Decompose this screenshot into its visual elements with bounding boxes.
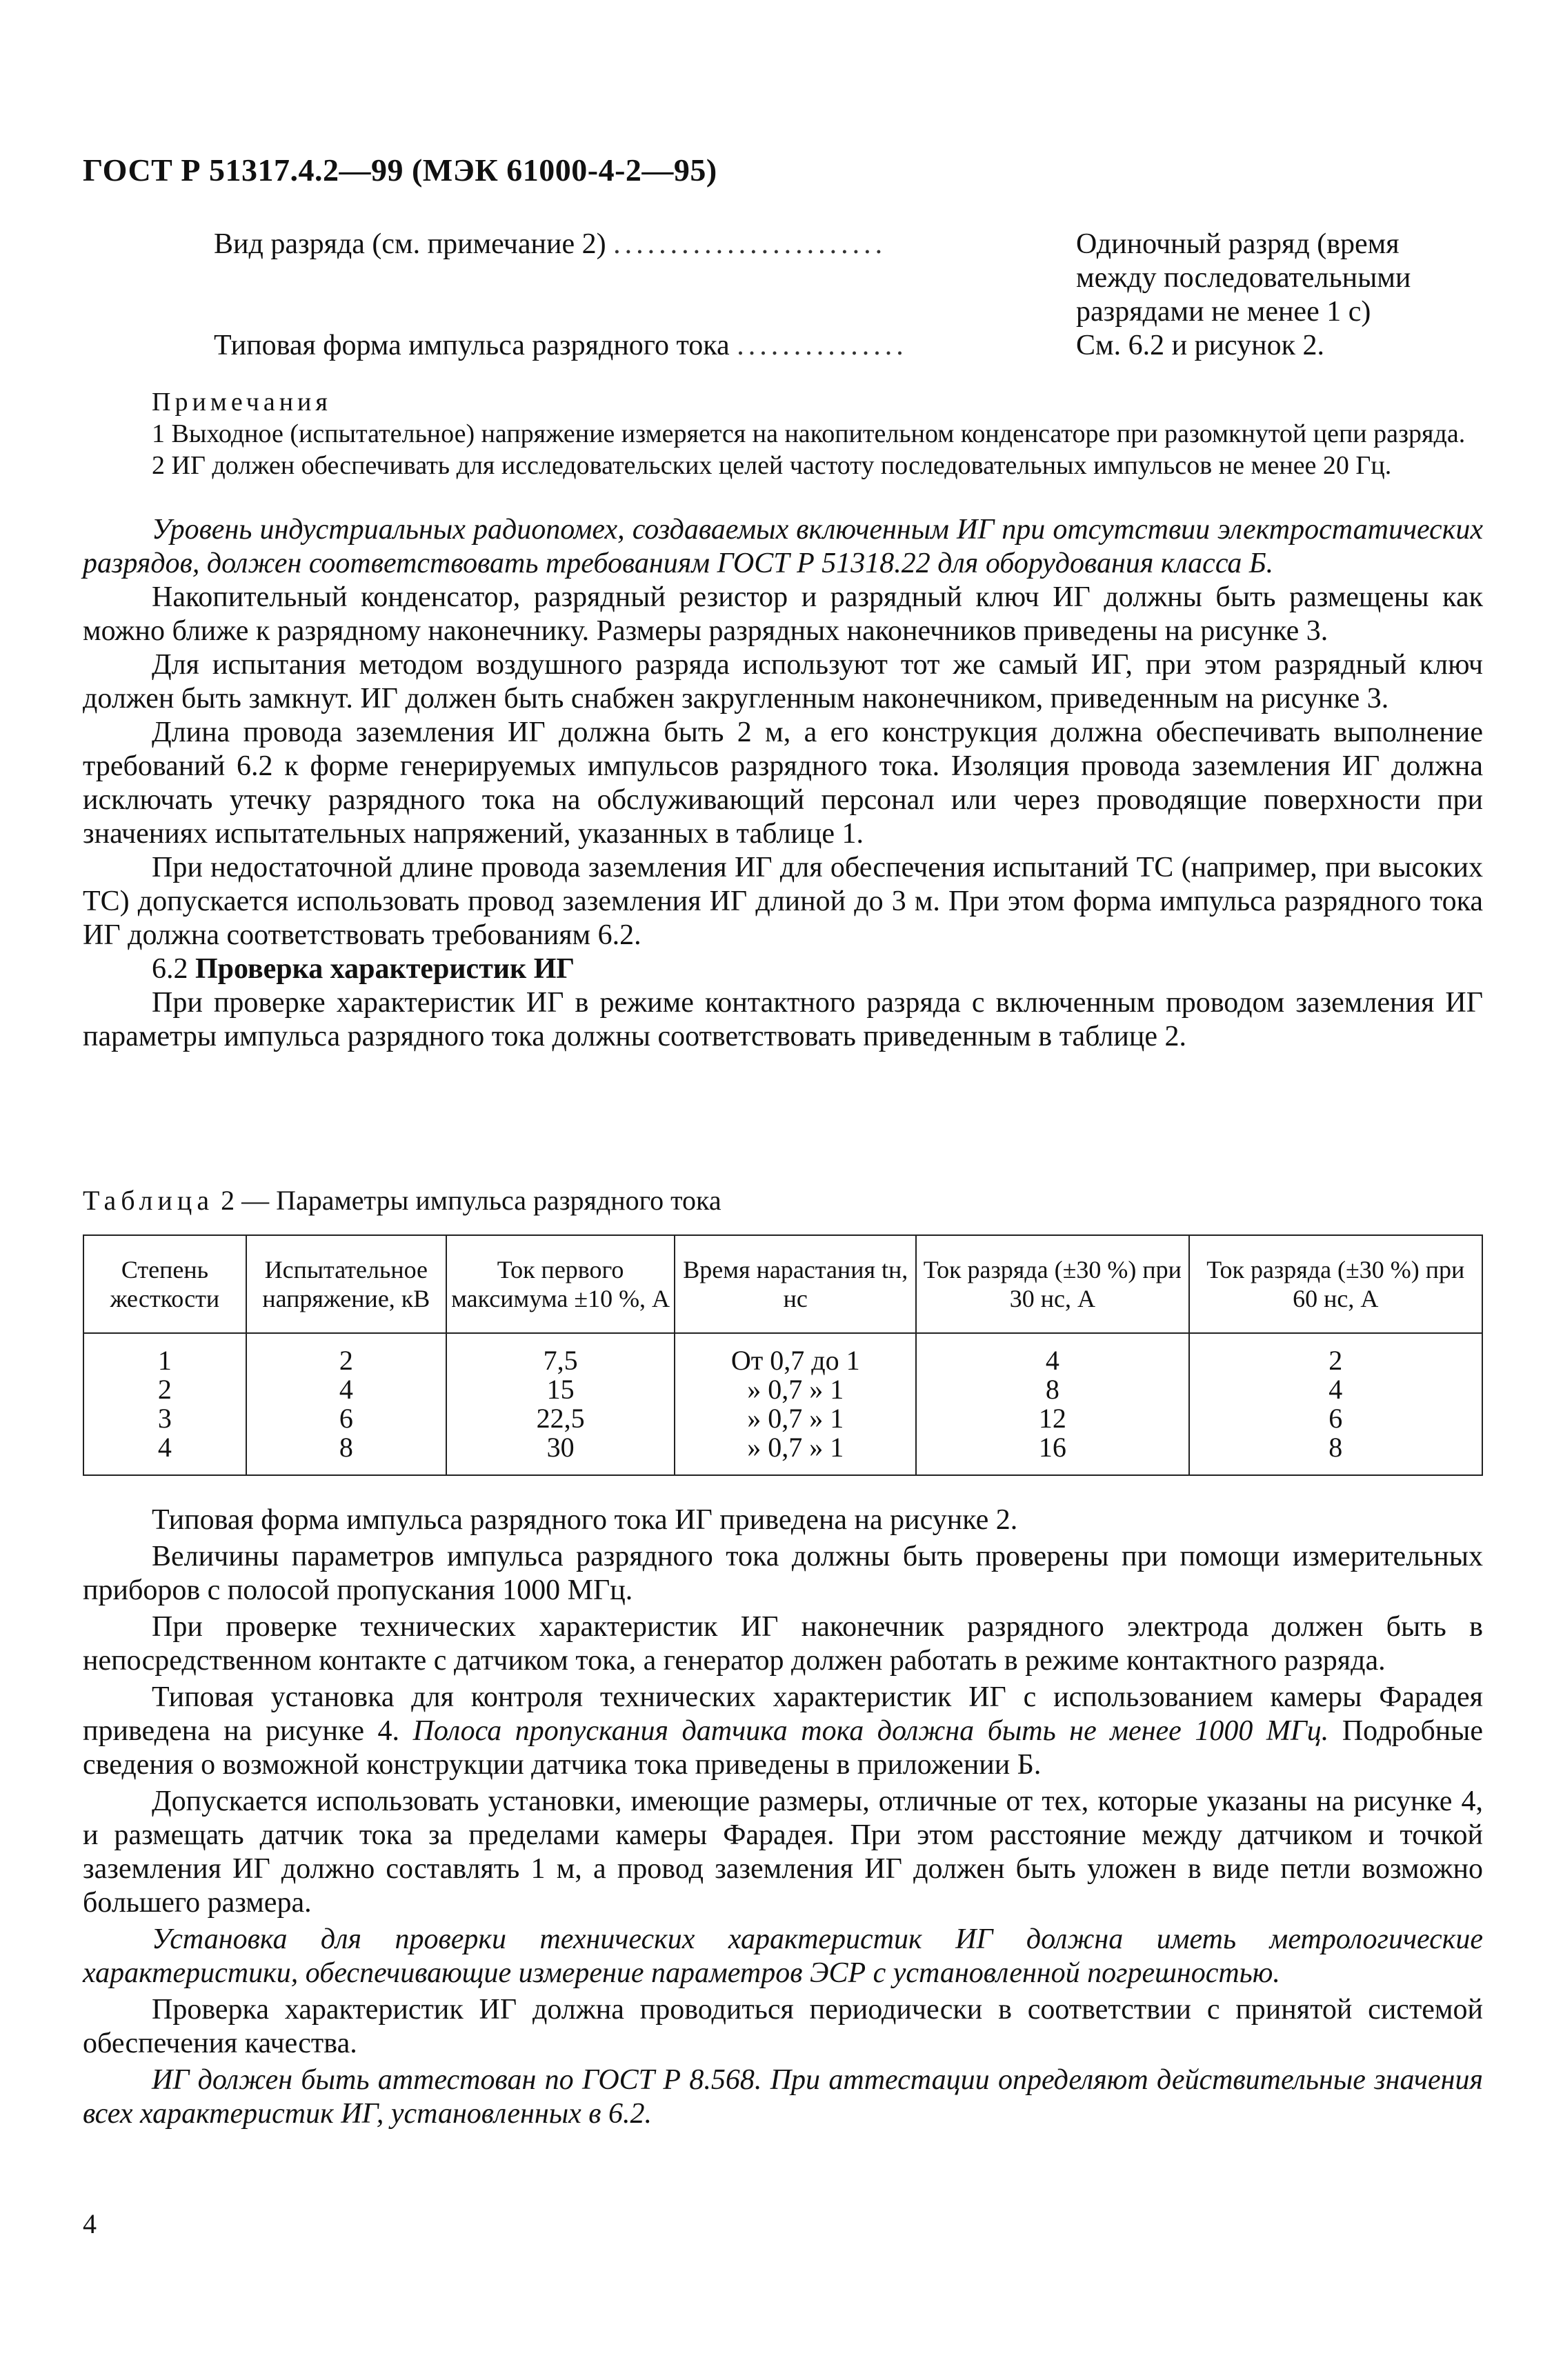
paragraph: Накопительный конденсатор, разрядный резистор и разрядный ключ ИГ должны быть размещены как можно ближе к разрядному наконечнику. Размеры разрядных наконечников приведены на рисунке 3. bbox=[83, 581, 1483, 647]
table-cell: » 0,7 » 1 bbox=[747, 1374, 844, 1405]
section-number: 6.2 bbox=[152, 953, 188, 985]
table-cell: 4 bbox=[157, 1432, 172, 1463]
section-title: Проверка характеристик ИГ bbox=[195, 953, 575, 985]
table-column-cell bbox=[675, 1333, 916, 1475]
notes-block bbox=[83, 386, 1483, 481]
body-section-2 bbox=[83, 1503, 1483, 2134]
column-header: Ток разряда (±30 %) при 30 нс, А bbox=[916, 1235, 1188, 1333]
spec-dots: ........................ bbox=[613, 228, 887, 260]
parameters-table bbox=[83, 1234, 1483, 1476]
table-cell: 8 bbox=[1045, 1374, 1059, 1405]
table-cell: 4 bbox=[1328, 1374, 1343, 1405]
paragraph-text: Подробные сведения о возможной конструкции датчика тока приведены в приложении Б. bbox=[83, 1715, 1484, 1781]
table-caption-word: Таблица bbox=[83, 1185, 215, 1216]
column-header: Ток разряда (±30 %) при 60 нс, А bbox=[1189, 1235, 1482, 1333]
table-cell: 2 bbox=[1328, 1345, 1343, 1376]
table-cell: 22,5 bbox=[536, 1403, 585, 1434]
paragraph: Типовая форма импульса разрядного тока ИГ приведена на рисунке 2. bbox=[152, 1504, 1018, 1536]
paragraph: При недостаточной длине провода заземления ИГ для обеспечения испытаний ТС (например, при высоких ТС) допускается использовать провод заземления ИГ длиной до 3 м. При этом форма импульса разрядного тока ИГ должна соответствовать требованиям 6.2. bbox=[83, 852, 1483, 951]
table-cell: 2 bbox=[157, 1374, 172, 1405]
table-cell: 8 bbox=[339, 1432, 353, 1463]
table-cell: 3 bbox=[157, 1403, 172, 1434]
table-cell: 6 bbox=[339, 1403, 353, 1434]
column-header: Степень жесткости bbox=[83, 1235, 246, 1333]
table-cell: 4 bbox=[1045, 1345, 1059, 1376]
paragraph: Длина провода заземления ИГ должна быть 2 м, а его конструкция должна обеспечивать выполнение требований 6.2 к форме генерируемых импульсов разрядного тока. Изоляция провода заземления ИГ должна исключать утечку разрядного тока на обслуживающий персонал или через проводящие поверхности при значениях испытательных напряжений, указанных в таблице 1. bbox=[83, 717, 1483, 850]
table-cell: 4 bbox=[339, 1374, 353, 1405]
spec-row bbox=[83, 329, 1483, 363]
body-section-1 bbox=[83, 513, 1483, 1054]
spec-label: Типовая форма импульса разрядного тока bbox=[214, 330, 730, 361]
column-header: Время нарастания tн, нс bbox=[675, 1235, 916, 1333]
paragraph: При проверке характеристик ИГ в режиме контактного разряда с включенным проводом заземления ИГ параметры импульса разрядного тока должны соответствовать приведенным в таблице 2. bbox=[83, 987, 1483, 1052]
table-body-row bbox=[83, 1333, 1482, 1475]
table-cell: 2 bbox=[339, 1345, 353, 1376]
table-cell: » 0,7 » 1 bbox=[747, 1432, 844, 1463]
document-header: ГОСТ Р 51317.4.2—99 (МЭК 61000-4-2—95) bbox=[83, 152, 717, 188]
table-column-cell bbox=[1189, 1333, 1482, 1475]
column-header: Ток первого максимума ±10 %, А bbox=[446, 1235, 675, 1333]
table-cell: 15 bbox=[546, 1374, 575, 1405]
paragraph: Допускается использовать установки, имеющие размеры, отличные от тех, которые указаны на рисунке 4, и размещать датчик тока за пределами камеры Фарадея. При этом расстояние между датчиком и точкой заземления ИГ должно составлять 1 м, а провод заземления ИГ должен быть уложен в виде петли возможно большего размера. bbox=[83, 1786, 1483, 1919]
table-column-cell bbox=[83, 1333, 246, 1475]
table-column-cell bbox=[916, 1333, 1188, 1475]
table-cell: 12 bbox=[1038, 1403, 1066, 1434]
table-header-row bbox=[83, 1235, 1482, 1333]
spec-list bbox=[83, 228, 1483, 363]
spec-value: Одиночный разряд (время между последовательными разрядами не менее 1 с) bbox=[1076, 228, 1411, 328]
table-cell: 16 bbox=[1038, 1432, 1066, 1463]
paragraph: Проверка характеристик ИГ должна проводиться периодически в соответствии с принятой системой обеспечения качества. bbox=[83, 1994, 1483, 2059]
notes-title: Примечания bbox=[152, 388, 332, 417]
table-cell: 7,5 bbox=[543, 1345, 578, 1376]
table-cell: 6 bbox=[1328, 1403, 1343, 1434]
note-item: 1 Выходное (испытательное) напряжение измеряется на накопительном конденсаторе при разомкнутой цепи разряда. bbox=[152, 419, 1466, 448]
paragraph: Для испытания методом воздушного разряда используют тот же самый ИГ, при этом разрядный ключ должен быть замкнут. ИГ должен быть снабжен закругленным наконечником, приведенным на рисунке 3. bbox=[83, 649, 1483, 714]
page-number: 4 bbox=[83, 2208, 97, 2239]
spec-row bbox=[83, 228, 1483, 329]
paragraph-text: Типовая установка для контроля технических характеристик ИГ с использованием камеры Фарадея приведена на рисунке 4. bbox=[83, 1681, 1483, 1747]
table-caption bbox=[83, 1183, 721, 1217]
spec-label: Вид разряда (см. примечание 2) bbox=[214, 228, 606, 260]
paragraph: Установка для проверки технических характеристик ИГ должна иметь метрологические характеристики, обеспечивающие измерение параметров ЭСР с установленной погрешностью. bbox=[83, 1923, 1483, 1989]
table-cell: 30 bbox=[546, 1432, 575, 1463]
table-cell: 1 bbox=[157, 1345, 172, 1376]
paragraph: Уровень индустриальных радиопомех, создаваемых включенным ИГ при отсутствии электростатических разрядов, должен соответствовать требованиям ГОСТ Р 51318.22 для оборудования класса Б. bbox=[83, 514, 1483, 579]
table-cell: От 0,7 до 1 bbox=[730, 1345, 860, 1376]
note-item: 2 ИГ должен обеспечивать для исследовательских целей частоту последовательных импульсов не менее 20 Гц. bbox=[152, 451, 1392, 480]
table-column-cell bbox=[446, 1333, 675, 1475]
spec-dots: ............... bbox=[737, 330, 908, 361]
paragraph-italic-text: Полоса пропускания датчика тока должна быть не менее 1000 МГц. bbox=[412, 1715, 1329, 1747]
paragraph: ИГ должен быть аттестован по ГОСТ Р 8.568. При аттестации определяют действительные значения всех характеристик ИГ, установленных в 6.2. bbox=[83, 2064, 1483, 2130]
column-header: Испытательное напряжение, кВ bbox=[246, 1235, 446, 1333]
paragraph: Величины параметров импульса разрядного тока должны быть проверены при помощи измерительных приборов с полосой пропускания 1000 МГц. bbox=[83, 1541, 1483, 1606]
table-cell: 8 bbox=[1328, 1432, 1343, 1463]
section-heading bbox=[83, 952, 1483, 986]
paragraph: При проверке технических характеристик ИГ наконечник разрядного электрода должен быть в непосредственном контакте с датчиком тока, а генератор должен работать в режиме контактного разряда. bbox=[83, 1611, 1483, 1677]
paragraph bbox=[83, 1681, 1483, 1782]
table-column-cell bbox=[246, 1333, 446, 1475]
table-caption-text: 2 — Параметры импульса разрядного тока bbox=[221, 1185, 721, 1216]
spec-value: См. 6.2 и рисунок 2. bbox=[1076, 330, 1325, 361]
table-cell: » 0,7 » 1 bbox=[747, 1403, 844, 1434]
